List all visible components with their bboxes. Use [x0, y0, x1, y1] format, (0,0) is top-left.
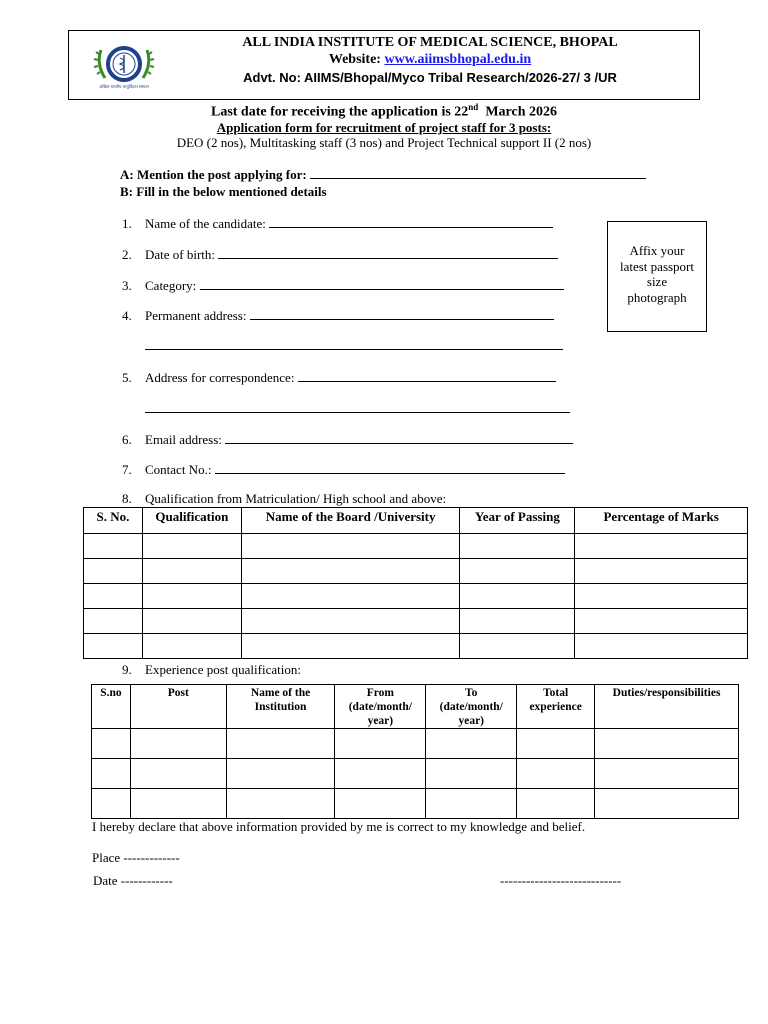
last-date-suffix: March 2026 — [478, 104, 557, 120]
experience-row — [92, 729, 739, 759]
field-dob: 2. Date of birth: — [122, 246, 558, 263]
exp-header-sno — [92, 685, 131, 729]
experience-table — [91, 684, 739, 819]
qualification-cell[interactable] — [241, 584, 460, 609]
exp-header-line: Total — [543, 687, 569, 699]
qualification-row — [84, 559, 748, 584]
institute-title: ALL INDIA INSTITUTE OF MEDICAL SCIENCE, BHOPAL — [242, 35, 618, 50]
experience-cell[interactable] — [595, 759, 739, 789]
qualification-cell[interactable] — [241, 609, 460, 634]
exp-header-line: (date/month/ — [348, 701, 412, 713]
name-input[interactable] — [269, 215, 553, 228]
exp-header-line: From — [366, 687, 394, 699]
posts-line: DEO (2 nos), Multitasking staff (3 nos) and Project Technical support II (2 nos) — [176, 135, 592, 150]
contact-input[interactable] — [215, 461, 565, 474]
qual-header-qualification: Qualification — [142, 508, 241, 534]
section-b: B: Fill in the below mentioned details — [120, 184, 327, 199]
field-category: 3. Category: — [122, 277, 564, 294]
experience-cell[interactable] — [226, 729, 335, 759]
qualification-cell[interactable] — [460, 584, 575, 609]
experience-cell[interactable] — [130, 789, 226, 819]
exp-header-post — [130, 685, 226, 729]
exp-header-line: Name of the — [250, 687, 311, 699]
last-date-prefix: Last date for receiving the application is 22 — [210, 104, 469, 120]
qualification-row — [84, 609, 748, 634]
declaration-text: I hereby declare that above information provided by me is correct to my knowledge and belief. — [92, 819, 586, 834]
exp-header-from — [335, 685, 426, 729]
qualification-cell[interactable] — [142, 559, 241, 584]
exp-header-line: Post — [167, 687, 189, 699]
exp-header-to — [426, 685, 517, 729]
qualification-cell[interactable] — [241, 634, 460, 659]
qualification-cell[interactable] — [460, 634, 575, 659]
qual-header-year: Year of Passing — [460, 508, 575, 534]
field-permanent-address: 4. Permanent address: — [122, 307, 554, 324]
qualification-cell[interactable] — [84, 609, 143, 634]
exp-header-total-experience — [517, 685, 595, 729]
exp-header-line: Institution — [254, 701, 307, 713]
qualification-cell[interactable] — [460, 559, 575, 584]
experience-cell[interactable] — [92, 789, 131, 819]
qualification-table — [83, 507, 748, 659]
website-label: Website: — [328, 52, 385, 67]
qualification-cell[interactable] — [142, 584, 241, 609]
exp-header-institution — [226, 685, 335, 729]
qual-header-board: Name of the Board /University — [241, 508, 460, 534]
qualification-cell[interactable] — [142, 609, 241, 634]
photo-box: Affix your latest passport size photograph — [607, 221, 707, 332]
dob-input[interactable] — [218, 246, 558, 259]
signature-line[interactable]: ---------------------------- — [500, 873, 622, 888]
qualification-cell[interactable] — [241, 534, 460, 559]
experience-cell[interactable] — [426, 789, 517, 819]
experience-cell[interactable] — [130, 729, 226, 759]
experience-cell[interactable] — [426, 759, 517, 789]
exp-header-line: (date/month/ — [439, 701, 503, 713]
qualification-cell[interactable] — [575, 634, 748, 659]
qualification-cell[interactable] — [460, 534, 575, 559]
exp-header-line: S.no — [100, 687, 122, 699]
qual-header-sno: S. No. — [84, 508, 143, 534]
qualification-cell[interactable] — [84, 534, 143, 559]
experience-row — [92, 789, 739, 819]
experience-cell[interactable] — [335, 789, 426, 819]
qualification-cell[interactable] — [84, 559, 143, 584]
field-experience: 9. Experience post qualification: — [122, 662, 301, 677]
experience-cell[interactable] — [226, 789, 335, 819]
experience-cell[interactable] — [92, 729, 131, 759]
experience-row — [92, 759, 739, 789]
experience-cell[interactable] — [595, 729, 739, 759]
email-input[interactable] — [225, 431, 573, 444]
field-email: 6. Email address: — [122, 431, 573, 448]
field-correspondence-address: 5. Address for correspondence: — [122, 369, 556, 386]
qualification-header-row — [84, 508, 748, 534]
logo-text: अखिल भारतीय आयुर्विज्ञान संस्थान — [99, 84, 149, 89]
date-field[interactable]: Date ------------ — [93, 873, 173, 888]
qualification-cell[interactable] — [575, 534, 748, 559]
section-a — [120, 166, 646, 183]
exp-header-line: Duties/responsibilities — [612, 687, 721, 699]
qualification-row — [84, 634, 748, 659]
qualification-row — [84, 534, 748, 559]
qualification-cell[interactable] — [575, 584, 748, 609]
qualification-cell[interactable] — [575, 609, 748, 634]
website-line — [160, 52, 700, 68]
permanent-address-input[interactable] — [250, 307, 554, 320]
exp-header-line: year) — [367, 715, 394, 727]
exp-header-line: To — [465, 687, 478, 699]
qual-header-percentage: Percentage of Marks — [575, 508, 748, 534]
experience-cell[interactable] — [335, 759, 426, 789]
aiims-logo — [93, 40, 155, 92]
last-date-sup: nd — [468, 102, 479, 112]
experience-header-row — [92, 685, 739, 729]
experience-cell[interactable] — [426, 729, 517, 759]
website-link[interactable]: www.aiimsbhopal.edu.in — [384, 52, 532, 67]
correspondence-address-line2[interactable] — [145, 412, 570, 413]
qualification-cell[interactable] — [142, 634, 241, 659]
section-a-label: A: Mention the post applying for: — [120, 167, 310, 182]
exp-header-line: experience — [529, 701, 582, 713]
category-input[interactable] — [200, 277, 564, 290]
experience-cell[interactable] — [595, 789, 739, 819]
experience-cell[interactable] — [517, 759, 595, 789]
qualification-cell[interactable] — [142, 534, 241, 559]
exp-header-duties — [595, 685, 739, 729]
experience-cell[interactable] — [92, 759, 131, 789]
field-qualification: 8. Qualification from Matriculation/ High school and above: — [122, 491, 447, 506]
advt-number: Advt. No: AIIMS/Bhopal/Myco Tribal Research/2026-27/ 3 /UR — [243, 70, 617, 85]
permanent-address-line2[interactable] — [145, 349, 563, 350]
place-field[interactable]: Place ------------- — [92, 850, 180, 865]
qualification-cell[interactable] — [241, 559, 460, 584]
correspondence-address-input[interactable] — [298, 369, 556, 382]
experience-cell[interactable] — [335, 729, 426, 759]
experience-cell[interactable] — [517, 789, 595, 819]
qualification-row — [84, 584, 748, 609]
experience-cell[interactable] — [517, 729, 595, 759]
field-name: 1. Name of the candidate: — [122, 215, 553, 232]
application-line: Application form for recruitment of project staff for 3 posts: — [216, 120, 552, 135]
qualification-cell[interactable] — [575, 559, 748, 584]
exp-header-line: year) — [458, 715, 485, 727]
field-contact: 7. Contact No.: — [122, 461, 565, 478]
experience-cell[interactable] — [130, 759, 226, 789]
qualification-cell[interactable] — [84, 634, 143, 659]
post-applying-field[interactable] — [310, 166, 646, 179]
qualification-cell[interactable] — [84, 584, 143, 609]
qualification-cell[interactable] — [460, 609, 575, 634]
experience-cell[interactable] — [226, 759, 335, 789]
last-date-line — [0, 102, 768, 121]
